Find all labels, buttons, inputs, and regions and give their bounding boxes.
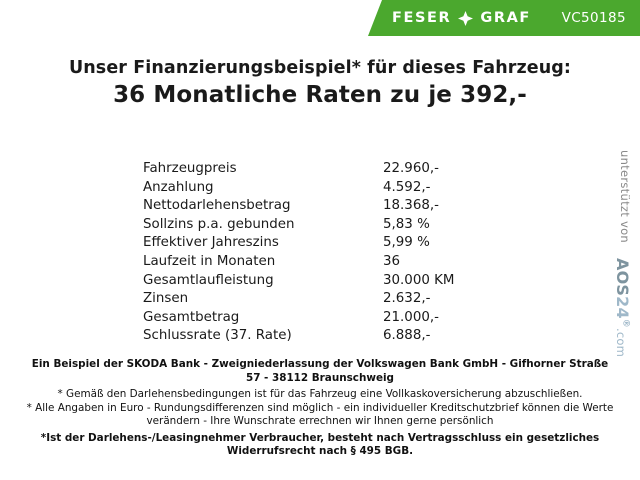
table-row [143, 290, 503, 309]
row-value: 6.888,- [383, 328, 431, 344]
table-row [143, 197, 503, 216]
brand-name-left: FESER [392, 10, 452, 26]
table-row [143, 272, 503, 291]
table-row [143, 327, 503, 346]
financing-table [143, 160, 503, 346]
brand-name-right: GRAF [480, 10, 531, 26]
x-mark-icon [458, 11, 473, 26]
row-label: Laufzeit in Monaten [143, 253, 276, 269]
brand-logo [392, 0, 531, 36]
row-label: Nettodarlehensbetrag [143, 198, 291, 214]
row-value: 4.592,- [383, 179, 431, 195]
row-value: 2.632,- [383, 291, 431, 307]
page-subtitle: 36 Monatliche Raten zu je 392,- [113, 82, 527, 108]
vehicle-code: VC50185 [561, 10, 626, 26]
aos24-logo-domain: .com [614, 327, 628, 358]
row-label: Fahrzeugpreis [143, 161, 237, 176]
row-value: 18.368,- [383, 198, 439, 214]
row-label: Zinsen [143, 291, 189, 307]
supported-by-label: unterstützt von [618, 150, 632, 244]
row-value: 21.000,- [383, 309, 439, 325]
aos24-logo-registered: ® [620, 318, 631, 328]
table-row [143, 234, 503, 253]
aos24-logo-number: 24 [613, 296, 632, 319]
aos24-logo-main: AOS [613, 258, 632, 297]
row-label: Schlussrate (37. Rate) [143, 328, 292, 344]
row-label: Effektiver Jahreszins [143, 235, 279, 251]
table-row [143, 309, 503, 328]
row-label: Sollzins p.a. gebunden [143, 216, 295, 232]
row-value: 22.960,- [383, 161, 439, 176]
footer-line-1: Ein Beispiel der SKODA Bank - Zweigniederlassung der Volkswagen Bank GmbH - Gifhorner Straße 57 - 38112 Braunschweig [31, 358, 609, 384]
row-label: Gesamtlaufleistung [143, 272, 274, 288]
row-value: 5,83 % [383, 216, 430, 232]
footer-line-3: * Alle Angaben in Euro - Rundungsdifferenzen sind möglich - ein individueller Kreditschutzbrief können die Werte verändern - Ihre Wunschrate errechnen wir Ihnen gerne persönlich [26, 401, 614, 427]
row-value: 30.000 KM [383, 272, 455, 288]
legal-footer [0, 358, 640, 459]
footer-line-4: *Ist der Darlehens-/Leasingnehmer Verbraucher, besteht nach Vertragsschluss ein gesetzliches Widerrufsrecht nach § 495 BGB. [40, 431, 600, 457]
page-header [0, 0, 640, 36]
row-label: Anzahlung [143, 179, 214, 195]
row-label: Gesamtbetrag [143, 309, 240, 325]
table-row [143, 253, 503, 272]
supported-by-sidebar [612, 150, 634, 358]
table-row [143, 179, 503, 198]
table-row [143, 216, 503, 235]
aos24-logo [613, 258, 632, 357]
row-value: 36 [383, 253, 401, 269]
table-row [143, 160, 503, 179]
footer-line-2: * Gemäß den Darlehensbedingungen ist für das Fahrzeug eine Vollkaskoversicherung abzuschließen. [57, 388, 583, 400]
row-value: 5,99 % [383, 235, 430, 251]
page-title: Unser Finanzierungsbeispiel* für dieses Fahrzeug: [68, 58, 572, 78]
